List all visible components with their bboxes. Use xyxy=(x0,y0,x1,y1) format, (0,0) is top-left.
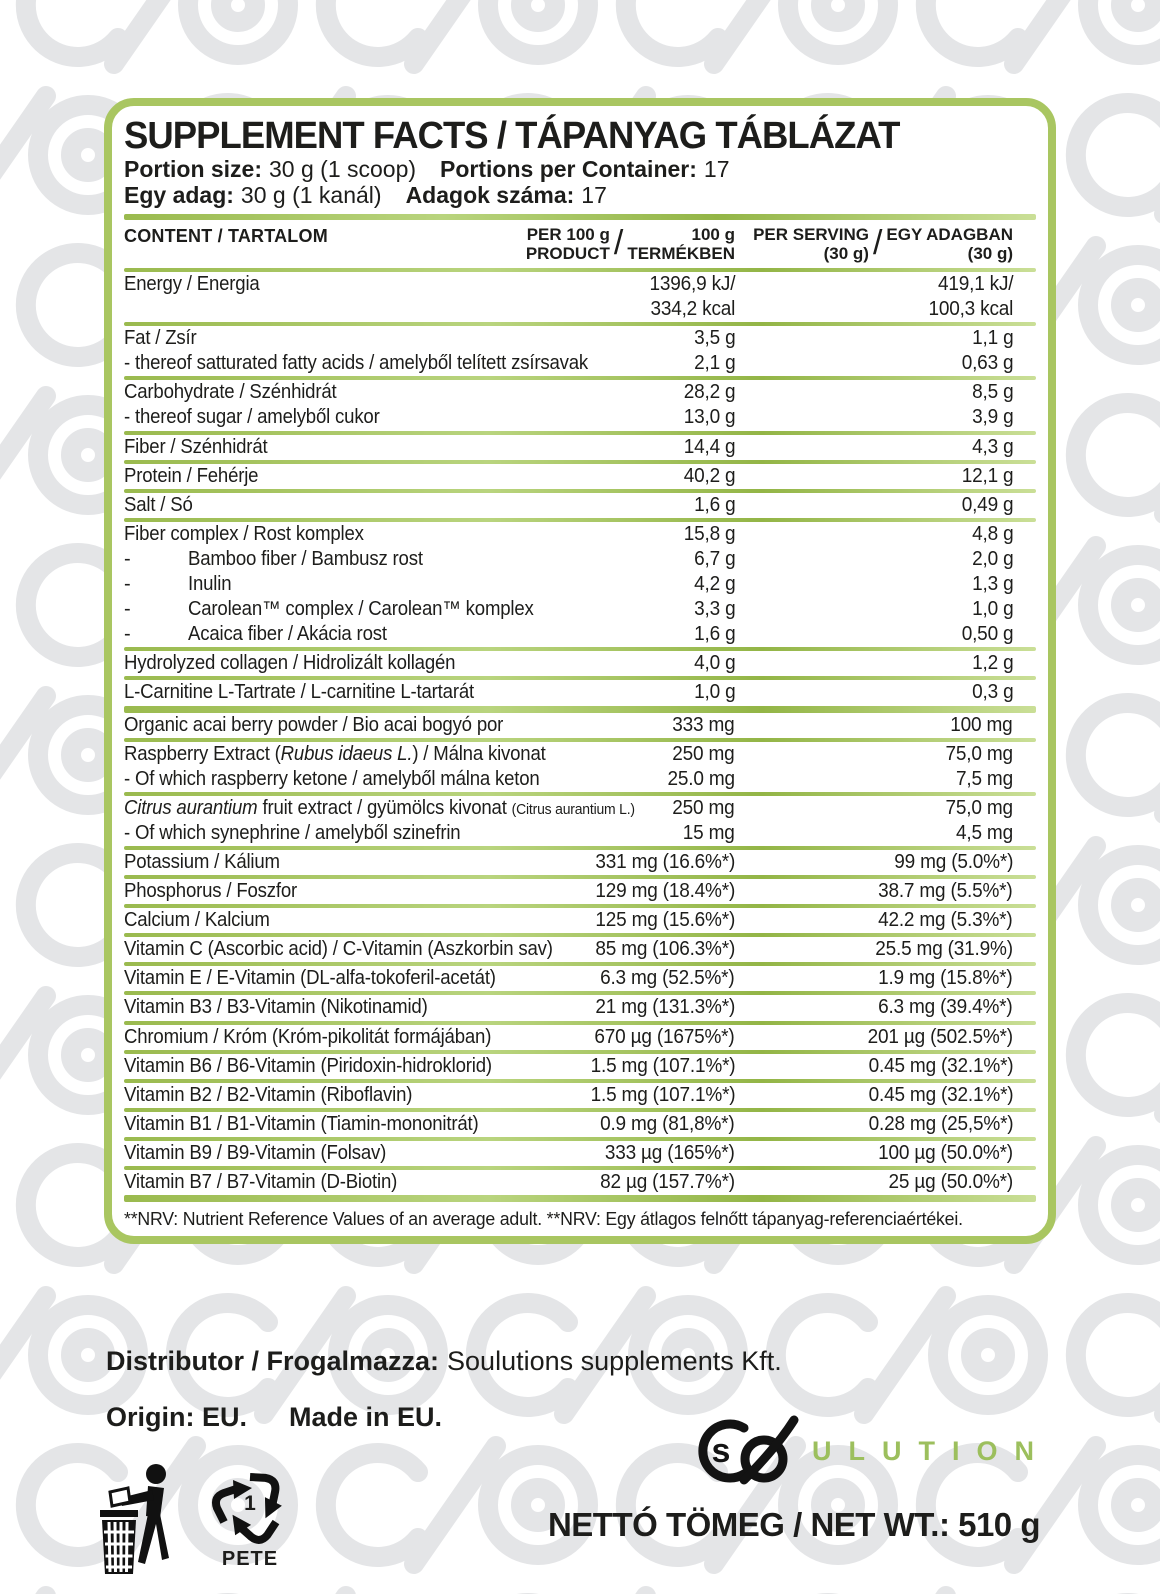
value-per-100g: 250 mg xyxy=(672,796,735,819)
value-per-100g: 25.0 mg xyxy=(667,767,735,790)
so-monogram-icon xyxy=(688,1412,808,1490)
row-label: Organic acai berry powder / Bio acai bogyó por xyxy=(124,713,504,736)
table-row xyxy=(124,1054,1036,1079)
table-row xyxy=(124,297,1036,322)
value-per-100g: 331 mg (16.6%*) xyxy=(595,850,735,873)
egy-adag-value: 30 g (1 kanál) xyxy=(240,182,382,208)
origin-label: Origin: EU. xyxy=(106,1402,247,1432)
value-per-serving: 75,0 mg xyxy=(945,742,1013,765)
value-per-100g: 333 µg (165%*) xyxy=(605,1141,735,1164)
table-row xyxy=(124,937,1036,962)
divider-bar-top xyxy=(124,214,1036,220)
value-per-100g: 333 mg xyxy=(672,713,735,736)
adagok-szama-value: 17 xyxy=(581,182,607,208)
value-per-serving: 100 µg (50.0%*) xyxy=(878,1141,1013,1164)
table-row xyxy=(124,908,1036,933)
table-row xyxy=(124,879,1036,904)
distributor-line xyxy=(106,1346,782,1377)
row-label: Salt / Só xyxy=(124,493,193,516)
value-per-100g: 15 mg xyxy=(683,821,735,844)
dash: - xyxy=(124,598,131,621)
table-row xyxy=(124,405,1036,430)
row-label: Bamboo fiber / Bambusz rost xyxy=(188,547,423,570)
row-label: Carbohydrate / Szénhidrát xyxy=(124,381,337,404)
table-row xyxy=(124,622,1036,647)
value-per-serving: 419,1 kJ/ xyxy=(937,273,1013,295)
value-per-serving: 8,5 g xyxy=(971,381,1013,404)
row-label: Vitamin B3 / B3-Vitamin (Nikotinamid) xyxy=(124,996,428,1019)
page-title: SUPPLEMENT FACTS / TÁPANYAG TÁBLÁZAT xyxy=(124,115,900,157)
table-header xyxy=(124,224,1036,268)
value-per-serving: 3,9 g xyxy=(971,406,1013,429)
row-label: Acaica fiber / Akácia rost xyxy=(188,623,387,646)
header-slash: / xyxy=(613,224,624,262)
row-label: Vitamin B7 / B7-Vitamin (D-Biotin) xyxy=(124,1171,398,1193)
value-per-100g: 14,4 g xyxy=(683,435,735,458)
row-label: Protein / Fehérje xyxy=(124,464,259,487)
table-bottom-bar xyxy=(124,1195,1036,1202)
value-per-serving: 0,3 g xyxy=(971,681,1013,704)
value-per-serving: 38.7 mg (5.5%*) xyxy=(878,880,1013,903)
footer-icons xyxy=(100,1462,292,1578)
value-per-serving: 1.9 mg (15.8%*) xyxy=(878,967,1013,990)
adagok-szama-label: Adagok száma: xyxy=(405,182,575,208)
dash: - xyxy=(124,623,131,646)
value-per-serving: 1,1 g xyxy=(971,327,1013,350)
per100-line2: PRODUCT xyxy=(525,244,610,263)
value-per-100g: 21 mg (131.3%*) xyxy=(595,996,735,1019)
tidy-man-icon xyxy=(100,1462,184,1578)
distributor-label: Distributor / Frogalmazza: xyxy=(106,1346,440,1376)
value-per-serving: 0.45 mg (32.1%*) xyxy=(868,1083,1013,1106)
value-per-100g: 129 mg (18.4%*) xyxy=(595,880,735,903)
portion-size-value: 30 g (1 scoop) xyxy=(269,156,417,182)
serving-line2: (30 g) xyxy=(823,244,869,263)
portions-per-container-label: Portions per Container: xyxy=(440,156,697,182)
value-per-100g: 250 mg xyxy=(672,742,735,765)
table-row xyxy=(124,380,1036,405)
adagban-line2: (30 g) xyxy=(967,244,1013,263)
table-row xyxy=(124,651,1036,676)
row-label: - thereof sugar / amelyből cukor xyxy=(124,406,380,429)
serving-line1: PER SERVING xyxy=(753,225,869,244)
row-label: Inulin xyxy=(188,573,232,596)
value-per-serving: 7,5 mg xyxy=(956,767,1013,790)
distributor-value: Soulutions supplements Kft. xyxy=(447,1346,782,1376)
value-per-100g: 4,2 g xyxy=(693,573,735,596)
row-label: Citrus aurantium fruit extract / gyümölcs kivonat (Citrus aurantium L.) xyxy=(124,796,635,819)
table-row xyxy=(124,1025,1036,1050)
value-per-serving: 12,1 g xyxy=(961,464,1013,487)
table-body xyxy=(124,272,1036,1195)
row-label: Chromium / Króm (Króm-pikolitát formájában) xyxy=(124,1025,492,1048)
nrv-note: **NRV: Nutrient Reference Values of an average adult. **NRV: Egy átlagos felnőtt tápanyag-referenciaértékei. xyxy=(124,1209,963,1230)
value-per-serving: 1,0 g xyxy=(971,598,1013,621)
supplement-facts-card xyxy=(104,98,1056,1244)
value-per-serving: 42.2 mg (5.3%*) xyxy=(878,909,1013,932)
table-row xyxy=(124,680,1036,705)
table-row xyxy=(124,1112,1036,1137)
value-per-serving: 0,50 g xyxy=(961,623,1013,646)
table-row xyxy=(124,547,1036,572)
adagban-line1: EGY ADAGBAN xyxy=(886,225,1013,244)
header-slash: / xyxy=(872,224,883,262)
value-per-serving: 201 µg (502.5%*) xyxy=(867,1025,1013,1048)
recycle-material-label: PETE xyxy=(221,1548,279,1570)
value-per-100g: 1.5 mg (107.1%*) xyxy=(590,1083,735,1106)
row-label: Carolean™ complex / Carolean™ komplex xyxy=(188,598,534,621)
value-per-serving: 100,3 kcal xyxy=(928,298,1013,321)
column-header-content: CONTENT / TARTALOM xyxy=(124,226,328,246)
value-per-100g: 82 µg (157.7%*) xyxy=(600,1171,735,1193)
table-row xyxy=(124,464,1036,489)
recycling-pete-icon xyxy=(208,1462,292,1571)
value-per-serving: 6.3 mg (39.4%*) xyxy=(878,996,1013,1019)
value-per-100g: 15,8 g xyxy=(683,522,735,545)
termekben-line1: 100 g xyxy=(691,225,735,244)
table-row xyxy=(124,821,1036,846)
table-row xyxy=(124,767,1036,792)
value-per-100g: 2,1 g xyxy=(693,352,735,375)
value-per-100g: 1,6 g xyxy=(693,493,735,516)
value-per-100g: 6.3 mg (52.5%*) xyxy=(600,967,735,990)
table-row xyxy=(124,1141,1036,1166)
row-label: Fiber / Szénhidrát xyxy=(124,435,268,458)
row-label: Energy / Energia xyxy=(124,273,260,295)
value-per-serving: 25.5 mg (31.9%) xyxy=(875,938,1013,961)
value-per-serving: 0,49 g xyxy=(961,493,1013,516)
table-row xyxy=(124,1083,1036,1108)
value-per-serving: 100 mg xyxy=(950,713,1013,736)
value-per-serving: 0.45 mg (32.1%*) xyxy=(868,1054,1013,1077)
net-weight: NETTÓ TÖMEG / NET WT.: 510 g xyxy=(547,1506,1040,1543)
table-row xyxy=(124,597,1036,622)
table-row xyxy=(124,1170,1036,1195)
value-per-serving: 4,5 mg xyxy=(956,821,1013,844)
value-per-100g: 334,2 kcal xyxy=(650,298,735,321)
value-per-100g: 28,2 g xyxy=(683,381,735,404)
value-per-100g: 0.9 mg (81,8%*) xyxy=(600,1112,735,1135)
value-per-serving: 99 mg (5.0%*) xyxy=(894,850,1013,873)
row-label: Calcium / Kalcium xyxy=(124,909,270,932)
value-per-serving: 25 µg (50.0%*) xyxy=(888,1171,1013,1193)
brand-logo xyxy=(688,1412,1051,1490)
value-per-100g: 125 mg (15.6%*) xyxy=(595,909,735,932)
table-row xyxy=(124,796,1036,821)
row-label: - Of which synephrine / amelyből szinefrin xyxy=(124,821,461,844)
row-label: Raspberry Extract (Rubus idaeus L.) / Málna kivonat xyxy=(124,742,546,765)
row-separator xyxy=(124,706,1036,713)
row-label: Vitamin E / E-Vitamin (DL-alfa-tokoferil-acetát) xyxy=(124,967,496,990)
logo-wordmark: ULUTION xyxy=(812,1435,1051,1466)
table-row xyxy=(124,272,1036,297)
origin-line xyxy=(106,1402,442,1433)
row-label: Hydrolyzed collagen / Hidrolizált kollagén xyxy=(124,652,456,675)
recycle-number: 1 xyxy=(244,1492,256,1515)
column-header-serving xyxy=(753,225,1013,263)
row-label: Phosphorus / Foszfor xyxy=(124,880,298,903)
table-row xyxy=(124,435,1036,460)
table-row xyxy=(124,493,1036,518)
value-per-serving: 1,3 g xyxy=(971,573,1013,596)
row-label: - Of which raspberry ketone / amelyből málna keton xyxy=(124,767,540,790)
row-label: Fat / Zsír xyxy=(124,327,197,350)
column-header-per100g xyxy=(526,225,735,263)
row-label: L-Carnitine L-Tartrate / L-carnitine L-tartarát xyxy=(124,681,474,704)
value-per-100g: 40,2 g xyxy=(683,464,735,487)
value-per-100g: 6,7 g xyxy=(693,547,735,570)
row-label: Fiber complex / Rost komplex xyxy=(124,522,364,545)
table-row xyxy=(124,351,1036,376)
table-row xyxy=(124,713,1036,738)
egy-adag-label: Egy adag: xyxy=(124,182,234,208)
value-per-serving: 4,8 g xyxy=(971,522,1013,545)
portion-size-label: Portion size: xyxy=(124,156,263,182)
made-in-label: Made in EU. xyxy=(289,1402,443,1432)
value-per-100g: 4,0 g xyxy=(693,652,735,675)
value-per-serving: 75,0 mg xyxy=(945,796,1013,819)
per100-line1: PER 100 g xyxy=(526,225,610,244)
table-row xyxy=(124,572,1036,597)
row-label: Potassium / Kálium xyxy=(124,850,280,873)
table-row xyxy=(124,995,1036,1020)
row-label: Vitamin B2 / B2-Vitamin (Riboflavin) xyxy=(124,1083,413,1106)
table-row xyxy=(124,742,1036,767)
table-row xyxy=(124,326,1036,351)
value-per-serving: 1,2 g xyxy=(971,652,1013,675)
termekben-line2: TERMÉKBEN xyxy=(627,244,735,263)
row-label: Vitamin B1 / B1-Vitamin (Tiamin-mononitrát) xyxy=(124,1112,479,1135)
portions-per-container-value: 17 xyxy=(703,156,730,182)
value-per-100g: 670 µg (1675%*) xyxy=(594,1025,735,1048)
value-per-100g: 3,5 g xyxy=(693,327,735,350)
row-label: - thereof satturated fatty acids / amelyből telített zsírsavak xyxy=(124,352,589,375)
value-per-serving: 2,0 g xyxy=(971,547,1013,570)
value-per-100g: 1396,9 kJ/ xyxy=(649,273,735,295)
value-per-100g: 1.5 mg (107.1%*) xyxy=(590,1054,735,1077)
value-per-100g: 13,0 g xyxy=(683,406,735,429)
row-label: Vitamin C (Ascorbic acid) / C-Vitamin (Aszkorbin sav) xyxy=(124,938,553,961)
dash: - xyxy=(124,547,131,570)
portion-line-en xyxy=(124,156,1036,182)
table-row xyxy=(124,850,1036,875)
dash: - xyxy=(124,573,131,596)
portion-line-hu xyxy=(124,182,1036,208)
value-per-100g: 85 mg (106.3%*) xyxy=(595,938,735,961)
value-per-serving: 0.28 mg (25,5%*) xyxy=(868,1112,1013,1135)
table-row xyxy=(124,522,1036,547)
value-per-100g: 1,6 g xyxy=(693,623,735,646)
row-label: Vitamin B6 / B6-Vitamin (Piridoxin-hidroklorid) xyxy=(124,1054,492,1077)
table-row xyxy=(124,966,1036,991)
value-per-100g: 1,0 g xyxy=(693,681,735,704)
value-per-serving: 4,3 g xyxy=(971,435,1013,458)
value-per-serving: 0,63 g xyxy=(961,352,1013,375)
row-label: Vitamin B9 / B9-Vitamin (Folsav) xyxy=(124,1141,387,1164)
value-per-100g: 3,3 g xyxy=(693,598,735,621)
svg-text:s: s xyxy=(711,1432,731,1470)
